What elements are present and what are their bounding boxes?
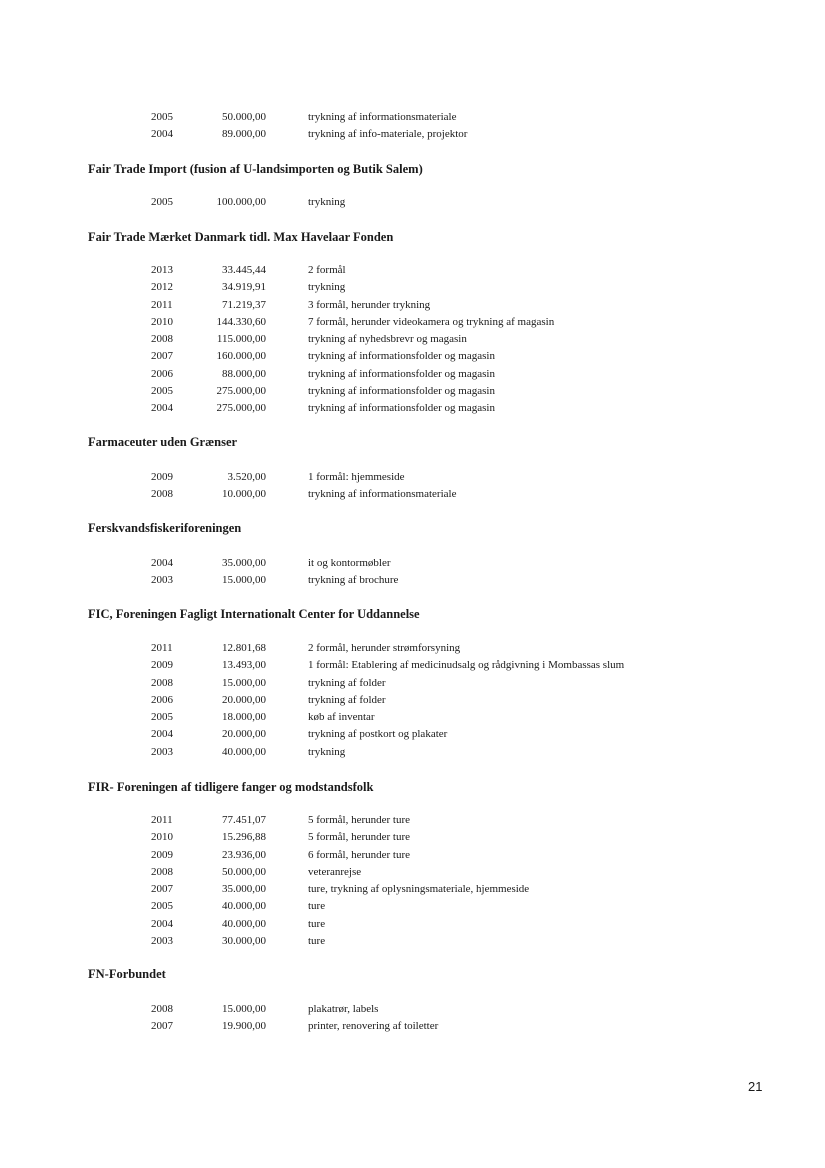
description-cell: trykning af nyhedsbrevr og magasin [308,333,467,346]
description-cell: ture [308,917,326,930]
amount-cell: 20.000,00 [222,728,266,741]
description-cell: køb af inventar [308,711,375,724]
section-heading: FN-Forbundet [88,967,166,981]
amount-cell: 34.919,91 [222,281,266,294]
description-cell: 5 formål, herunder ture [308,831,411,844]
table-row [0,402,825,419]
section-heading: FIC, Foreningen Fagligt Internationalt Center for Uddannelse [88,607,420,621]
year-cell: 2012 [151,281,173,294]
year-cell: 2008 [151,333,173,346]
year-cell: 2006 [151,367,173,380]
amount-cell: 40.000,00 [222,745,266,758]
amount-cell: 19.900,00 [222,1020,266,1033]
section-heading: Ferskvandsfiskeriforeningen [88,521,242,535]
year-cell: 2004 [151,917,173,930]
table-row [0,368,825,385]
amount-cell: 160.000,00 [216,350,266,363]
amount-cell: 15.296,88 [222,831,266,844]
description-cell: ture [308,935,326,948]
table-row [0,128,825,145]
section-fn-forbundet [0,1003,825,1038]
description-cell: plakatrør, labels [308,1003,379,1015]
table-row [0,711,825,728]
description-cell: 1 formål: hjemmeside [308,471,405,483]
table-row [0,831,825,848]
year-cell: 2004 [151,402,173,415]
amount-cell: 30.000,00 [222,935,266,948]
amount-cell: 15.000,00 [222,1003,266,1015]
table-row [0,488,825,505]
amount-cell: 89.000,00 [222,128,266,141]
table-row [0,918,825,935]
year-cell: 2011 [151,642,173,654]
amount-cell: 115.000,00 [216,333,266,346]
description-cell: 2 formål [308,264,346,276]
year-cell: 2005 [151,711,173,724]
section-heading: Farmaceuter uden Grænser [88,435,238,449]
table-row [0,1020,825,1037]
section-fair-trade-import [0,196,825,213]
amount-cell: 77.451,07 [222,814,266,826]
table-row [0,574,825,591]
description-cell: trykning af folder [308,676,386,689]
table-row [0,694,825,711]
amount-cell: 275.000,00 [216,402,266,415]
table-row [0,883,825,900]
table-row [0,728,825,745]
year-cell: 2013 [151,264,173,276]
year-cell: 2006 [151,693,173,706]
table-row [0,385,825,402]
amount-cell: 88.000,00 [222,367,266,380]
year-cell: 2004 [151,728,173,741]
table-row [0,264,825,281]
description-cell: trykning af brochure [308,574,399,587]
description-cell: trykning af informationsfolder og magasin [308,367,495,380]
section-continuation [0,111,825,146]
year-cell: 2008 [151,676,173,689]
year-cell: 2005 [151,111,173,123]
table-row [0,299,825,316]
table-row [0,900,825,917]
year-cell: 2011 [151,298,173,311]
year-cell: 2007 [151,883,173,896]
description-cell: trykning [308,745,346,758]
section-fair-trade-maerket [0,264,825,420]
year-cell: 2009 [151,848,173,861]
table-row [0,111,825,128]
description-cell: trykning af info-materiale, projektor [308,128,468,141]
section-ferskvandsfiskeri [0,557,825,592]
table-row [0,849,825,866]
year-cell: 2008 [151,1003,173,1015]
amount-cell: 20.000,00 [222,693,266,706]
section-farmaceuter [0,471,825,506]
description-cell: trykning af informationsmateriale [308,488,457,501]
year-cell: 2003 [151,745,173,758]
description-cell: 3 formål, herunder trykning [308,298,431,311]
amount-cell: 40.000,00 [222,917,266,930]
section-heading: FIR- Foreningen af tidligere fanger og modstandsfolk [88,780,374,794]
table-row [0,659,825,676]
section-heading: Fair Trade Import (fusion af U-landsimporten og Butik Salem) [88,162,423,176]
description-cell: trykning af folder [308,693,386,706]
year-cell: 2007 [151,350,173,363]
year-cell: 2011 [151,814,173,826]
table-row [0,196,825,213]
table-row [0,557,825,574]
table-row [0,746,825,763]
description-cell: printer, renovering af toiletter [308,1020,439,1033]
table-row [0,471,825,488]
table-row [0,677,825,694]
year-cell: 2010 [151,315,173,328]
description-cell: trykning af informationsfolder og magasin [308,402,495,415]
amount-cell: 18.000,00 [222,711,266,724]
year-cell: 2007 [151,1020,173,1033]
table-row [0,814,825,831]
description-cell: trykning [308,281,346,294]
amount-cell: 23.936,00 [222,848,266,861]
year-cell: 2008 [151,488,173,501]
description-cell: 1 formål: Etablering af medicinudsalg og rådgivning i Mombassas slum [308,659,625,672]
description-cell: 6 formål, herunder ture [308,848,411,861]
year-cell: 2009 [151,471,173,483]
description-cell: it og kontormøbler [308,557,391,569]
year-cell: 2005 [151,900,173,913]
year-cell: 2005 [151,385,173,398]
amount-cell: 15.000,00 [222,574,266,587]
year-cell: 2005 [151,196,173,208]
year-cell: 2010 [151,831,173,844]
table-row [0,316,825,333]
amount-cell: 10.000,00 [222,488,266,501]
amount-cell: 35.000,00 [222,557,266,569]
section-fir [0,814,825,952]
amount-cell: 33.445,44 [222,264,266,276]
amount-cell: 100.000,00 [216,196,266,208]
page-number: 21 [748,1079,763,1094]
amount-cell: 12.801,68 [222,642,266,654]
table-row [0,866,825,883]
amount-cell: 50.000,00 [222,865,266,878]
year-cell: 2003 [151,935,173,948]
amount-cell: 35.000,00 [222,883,266,896]
amount-cell: 3.520,00 [227,471,266,483]
amount-cell: 40.000,00 [222,900,266,913]
table-row [0,642,825,659]
description-cell: trykning af informationsfolder og magasin [308,350,495,363]
description-cell: veteranrejse [308,865,362,878]
amount-cell: 15.000,00 [222,676,266,689]
table-row [0,935,825,952]
description-cell: trykning af informationsmateriale [308,111,457,123]
year-cell: 2003 [151,574,173,587]
section-heading: Fair Trade Mærket Danmark tidl. Max Havelaar Fonden [88,230,394,244]
description-cell: trykning af informationsfolder og magasin [308,385,495,398]
description-cell: ture, trykning af oplysningsmateriale, hjemmeside [308,883,530,896]
table-row [0,1003,825,1020]
table-row [0,333,825,350]
amount-cell: 71.219,37 [222,298,266,311]
description-cell: trykning [308,196,346,208]
section-fic [0,642,825,763]
year-cell: 2008 [151,865,173,878]
amount-cell: 50.000,00 [222,111,266,123]
year-cell: 2004 [151,557,173,569]
table-row [0,350,825,367]
description-cell: trykning af postkort og plakater [308,728,448,741]
amount-cell: 13.493,00 [222,659,266,672]
description-cell: 7 formål, herunder videokamera og trykning af magasin [308,315,555,328]
amount-cell: 144.330,60 [216,315,266,328]
description-cell: 5 formål, herunder ture [308,814,411,826]
year-cell: 2004 [151,128,173,141]
year-cell: 2009 [151,659,173,672]
description-cell: ture [308,900,326,913]
description-cell: 2 formål, herunder strømforsyning [308,642,461,654]
table-row [0,281,825,298]
amount-cell: 275.000,00 [216,385,266,398]
